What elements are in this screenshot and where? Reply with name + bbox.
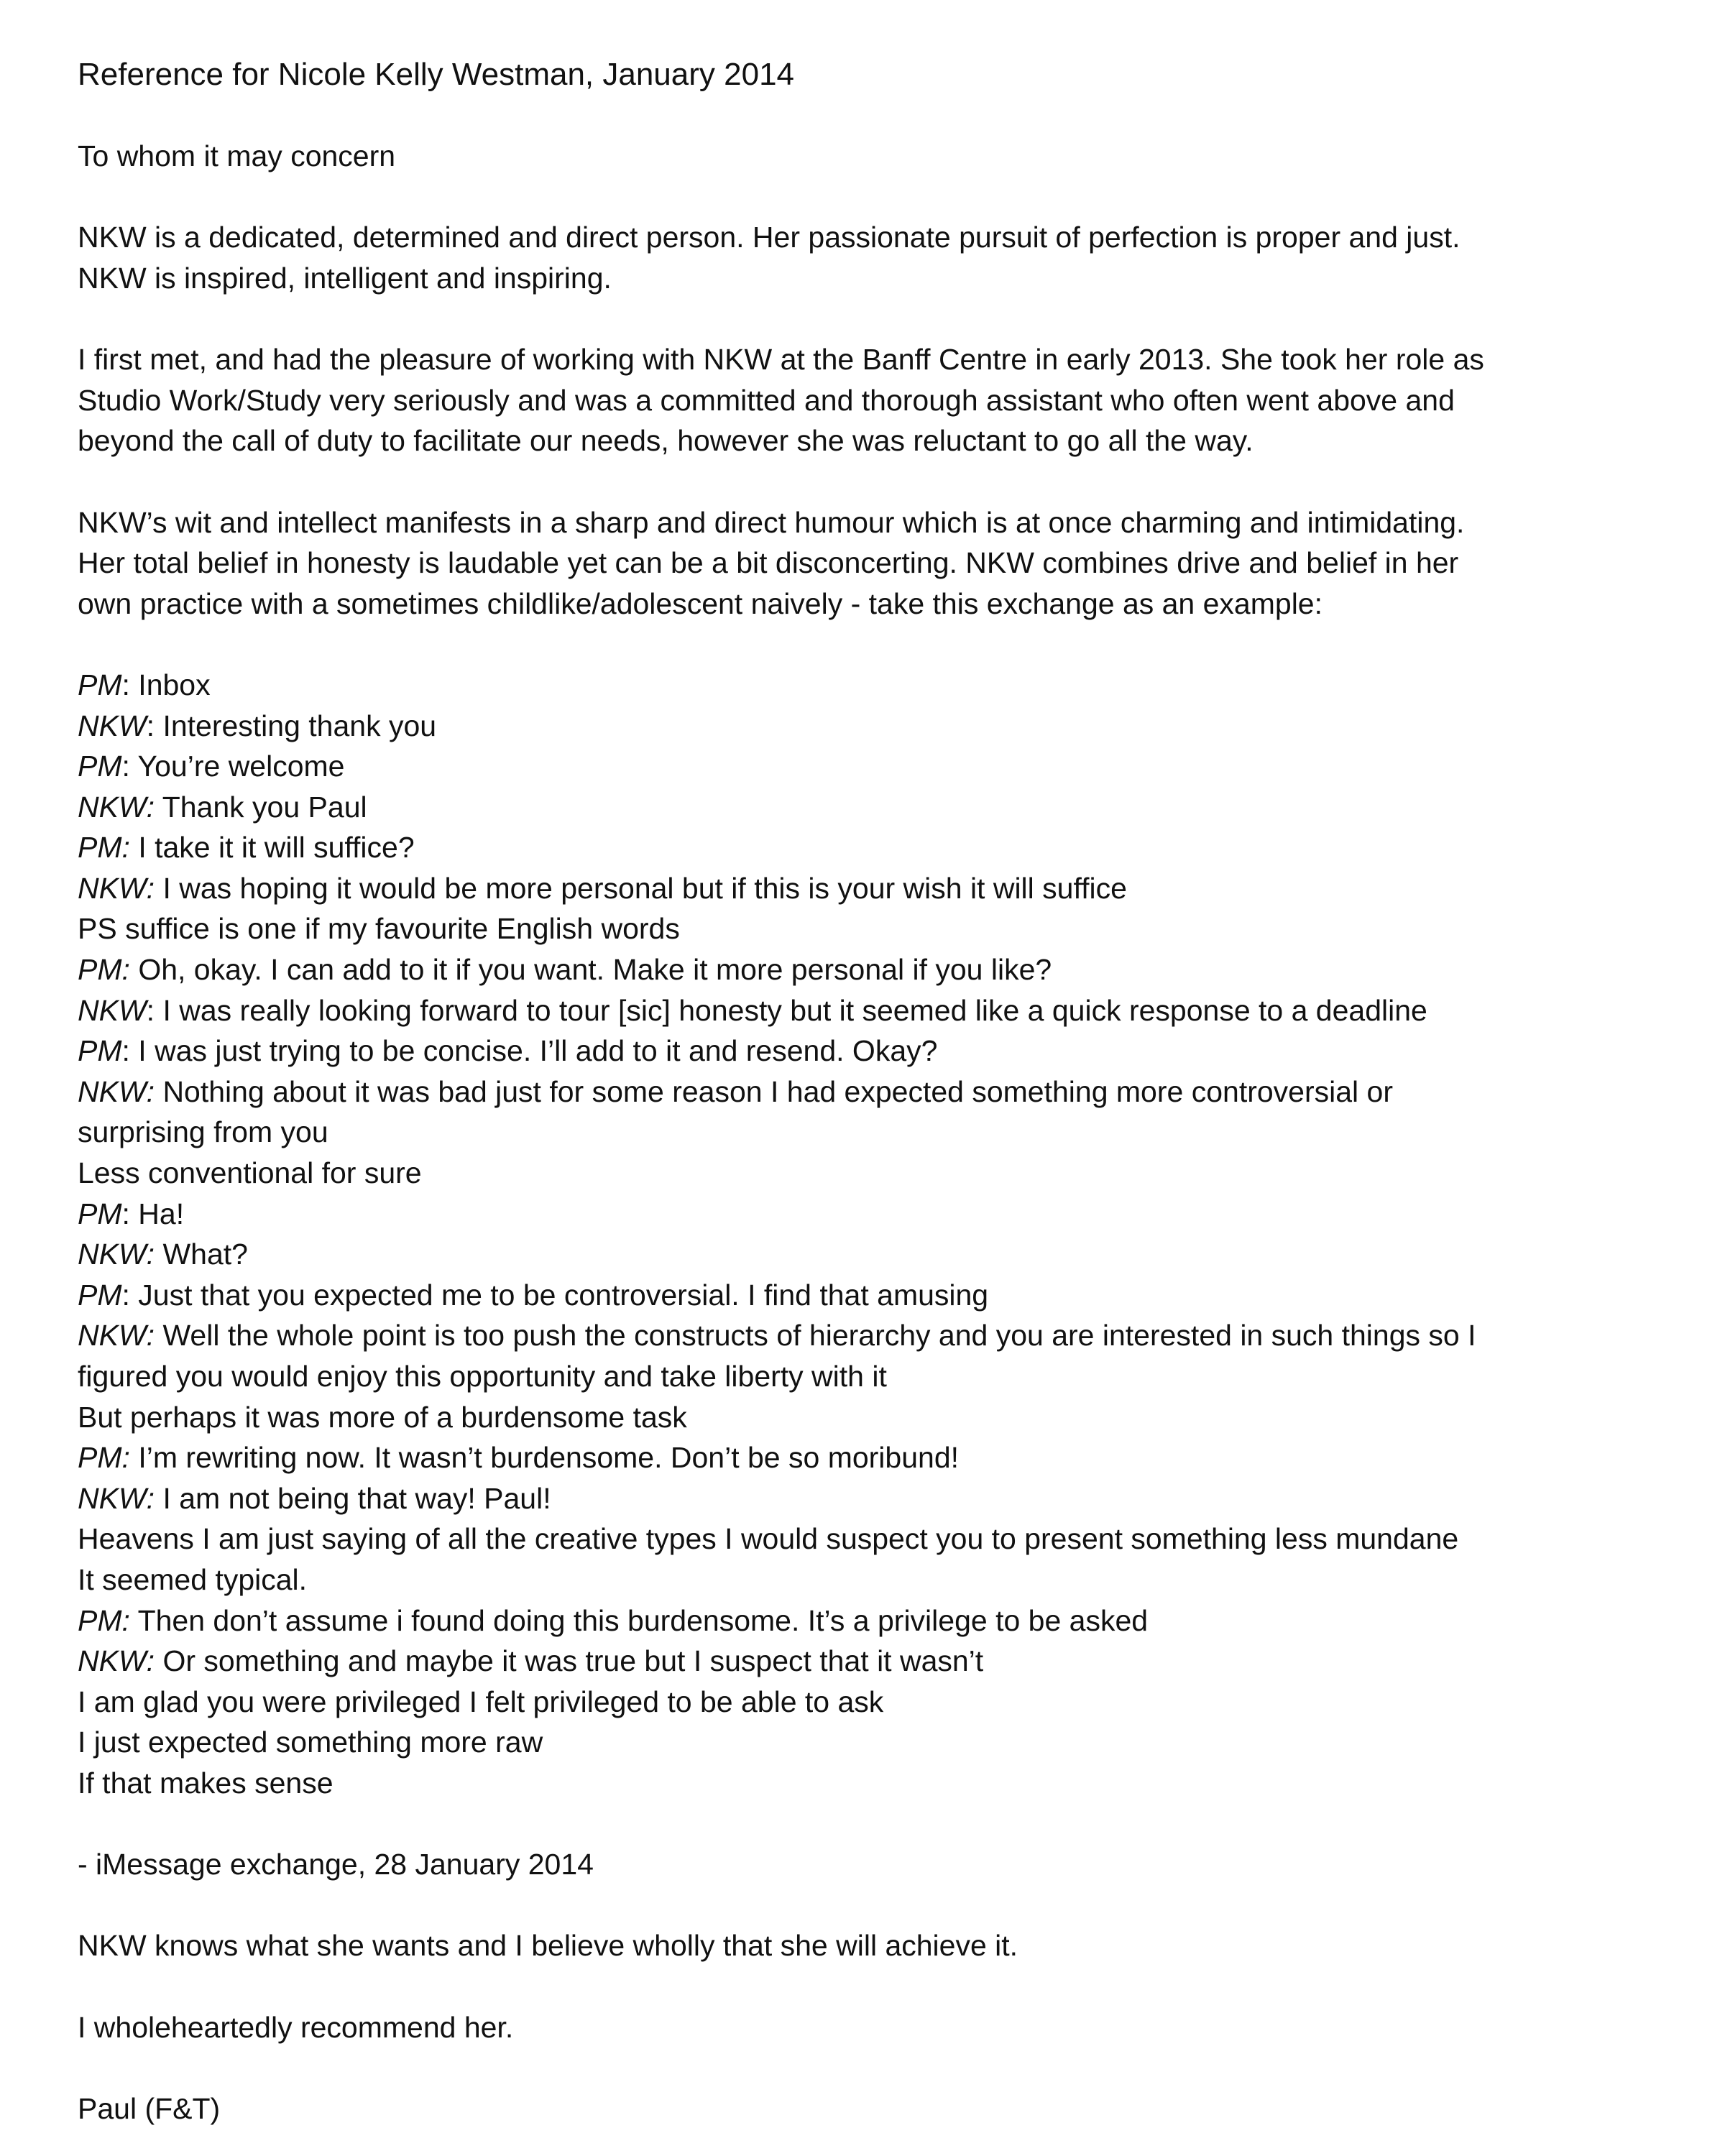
speaker-separator	[130, 953, 138, 986]
speaker-name: NKW:	[78, 1319, 155, 1353]
speaker-name: PM	[78, 668, 122, 701]
spacer	[78, 96, 1673, 137]
signature: Paul (F&T)	[78, 2091, 221, 2125]
speaker-separator	[155, 1075, 162, 1108]
speaker-separator	[155, 1482, 162, 1515]
paragraph-line: NKW’s wit and intellect manifests in a sharp and direct humour which is at once charming and intimidating.	[78, 505, 1465, 539]
paragraph-1	[78, 217, 1673, 298]
speaker-name: PM	[78, 1278, 122, 1312]
paragraph-line: NKW is a dedicated, determined and direct person. Her passionate pursuit of perfection is proper and just.	[78, 221, 1460, 254]
speaker-name: NKW:	[78, 1481, 155, 1515]
paragraph-line: beyond the call of duty to facilitate our needs, however she was reluctant to go all the way.	[78, 424, 1254, 458]
exchange-line	[78, 706, 1673, 747]
spacer	[78, 177, 1673, 218]
message-text: figured you would enjoy this opportunity and take liberty with it	[78, 1360, 887, 1393]
speaker-name: NKW:	[78, 1074, 155, 1108]
exchange-source: - iMessage exchange, 28 January 2014	[78, 1848, 594, 1881]
message-text: Thank you Paul	[162, 790, 367, 824]
message-text: I am glad you were privileged I felt privileged to be able to ask	[78, 1685, 884, 1718]
exchange-line	[78, 1153, 1673, 1194]
message-text: Just that you expected me to be controversial. I find that amusing	[138, 1278, 989, 1312]
paragraph-line: I first met, and had the pleasure of working with NKW at the Banff Centre in early 2013. She took her role as	[78, 343, 1484, 377]
recommendation: I wholeheartedly recommend her.	[78, 2010, 514, 2044]
speaker-separator: :	[121, 668, 139, 701]
message-text: Heavens I am just saying of all the creative types I would suspect you to present something less mundane	[78, 1522, 1459, 1556]
speaker-name: PM	[78, 1034, 122, 1068]
spacer	[78, 461, 1673, 502]
speaker-separator	[155, 791, 162, 824]
message-text: I am not being that way! Paul!	[162, 1481, 551, 1515]
speaker-separator: :	[121, 1197, 139, 1230]
message-text: Or something and maybe it was true but I suspect that it wasn’t	[162, 1644, 984, 1678]
exchange-line	[78, 787, 1673, 828]
exchange-line	[78, 868, 1673, 909]
speaker-separator	[130, 1441, 138, 1474]
message-text: I was really looking forward to tour [sic] honesty but it seemed like a quick response to a deadline	[162, 993, 1427, 1027]
message-text: Ha!	[138, 1197, 185, 1230]
speaker-name: NKW:	[78, 790, 155, 824]
exchange-line	[78, 1112, 1673, 1153]
speaker-separator	[155, 1644, 162, 1677]
speaker-name: NKW:	[78, 1238, 155, 1271]
speaker-name: PM:	[78, 1603, 130, 1637]
exchange-line	[78, 1194, 1673, 1235]
exchange-line	[78, 1519, 1673, 1560]
speaker-name: PM	[78, 750, 122, 783]
message-text: I take it it will suffice?	[138, 831, 415, 865]
message-text: Less conventional for sure	[78, 1156, 422, 1190]
exchange-line	[78, 1234, 1673, 1275]
message-text: I just expected something more raw	[78, 1726, 543, 1759]
message-text: PS suffice is one if my favourite English words	[78, 912, 680, 946]
speaker-separator	[155, 872, 162, 905]
paragraph-3	[78, 502, 1673, 625]
message-text: What?	[162, 1238, 248, 1271]
message-text: Interesting thank you	[162, 709, 437, 742]
exchange-line	[78, 1315, 1673, 1356]
message-text: You’re welcome	[137, 750, 345, 783]
message-text: Inbox	[138, 668, 211, 701]
message-text: surprising from you	[78, 1115, 328, 1149]
speaker-separator: :	[146, 709, 163, 742]
spacer	[78, 1804, 1673, 1845]
exchange-line	[78, 1031, 1673, 1072]
exchange-line	[78, 949, 1673, 990]
spacer	[78, 299, 1673, 340]
speaker-separator	[155, 1319, 162, 1352]
speaker-name: NKW:	[78, 1644, 155, 1678]
speaker-separator	[155, 1238, 162, 1271]
speaker-separator: :	[146, 993, 163, 1027]
exchange-line	[78, 827, 1673, 868]
message-text: Well the whole point is too push the constructs of hierarchy and you are interested in such things so I	[162, 1319, 1476, 1353]
message-text: I was hoping it would be more personal but if this is your wish it will suffice	[162, 871, 1127, 905]
paragraph-line: NKW is inspired, intelligent and inspiring.	[78, 261, 612, 295]
message-text: I was just trying to be concise. I’ll add to it and resend. Okay?	[138, 1034, 938, 1068]
exchange-line	[78, 990, 1673, 1031]
speaker-name: PM	[78, 1197, 122, 1230]
spacer	[78, 1966, 1673, 2007]
exchange-line	[78, 1763, 1673, 1804]
spacer	[78, 2047, 1673, 2088]
message-exchange	[78, 665, 1673, 1804]
speaker-name: NKW:	[78, 871, 155, 905]
message-text: I’m rewriting now. It wasn’t burdensome. Don’t be so moribund!	[138, 1441, 960, 1475]
message-text: Nothing about it was bad just for some reason I had expected something more controversial or	[162, 1074, 1393, 1108]
speaker-separator	[130, 831, 138, 864]
speaker-name: PM:	[78, 1441, 130, 1475]
speaker-separator: :	[121, 1034, 139, 1068]
document-title: Reference for Nicole Kelly Westman, January 2014	[78, 57, 795, 92]
speaker-separator: :	[121, 1278, 139, 1312]
spacer	[78, 1885, 1673, 1926]
spacer	[78, 624, 1673, 665]
speaker-name: NKW	[78, 709, 147, 742]
exchange-line	[78, 1437, 1673, 1478]
message-text: If that makes sense	[78, 1766, 334, 1800]
exchange-line	[78, 908, 1673, 949]
exchange-line	[78, 1722, 1673, 1763]
speaker-separator	[130, 1604, 138, 1637]
paragraph-2	[78, 339, 1673, 461]
exchange-line	[78, 1600, 1673, 1641]
exchange-line	[78, 1478, 1673, 1519]
speaker-name: PM:	[78, 953, 130, 987]
paragraph-line: Her total belief in honesty is laudable yet can be a bit disconcerting. NKW combines drive and belief in her	[78, 546, 1459, 580]
message-text: But perhaps it was more of a burdensome task	[78, 1400, 687, 1434]
closing-statement: NKW knows what she wants and I believe wholly that she will achieve it.	[78, 1929, 1018, 1963]
exchange-line	[78, 1356, 1673, 1397]
paragraph-line: Studio Work/Study very seriously and was a committed and thorough assistant who often went above and	[78, 383, 1455, 417]
exchange-line	[78, 1560, 1673, 1600]
document-page	[78, 55, 1673, 2129]
exchange-line	[78, 665, 1673, 706]
exchange-line	[78, 746, 1673, 787]
salutation: To whom it may concern	[78, 139, 396, 173]
message-text: It seemed typical.	[78, 1562, 308, 1596]
paragraph-line: own practice with a sometimes childlike/adolescent naively - take this exchange as an example:	[78, 586, 1322, 620]
exchange-line	[78, 1072, 1673, 1112]
exchange-line	[78, 1397, 1673, 1438]
exchange-line	[78, 1275, 1673, 1316]
message-text: Oh, okay. I can add to it if you want. Make it more personal if you like?	[138, 953, 1052, 987]
speaker-separator: :	[121, 750, 138, 783]
speaker-name: PM:	[78, 831, 130, 865]
exchange-line	[78, 1641, 1673, 1682]
message-text: Then don’t assume i found doing this burdensome. It’s a privilege to be asked	[137, 1603, 1149, 1637]
speaker-name: NKW	[78, 993, 147, 1027]
exchange-line	[78, 1682, 1673, 1723]
